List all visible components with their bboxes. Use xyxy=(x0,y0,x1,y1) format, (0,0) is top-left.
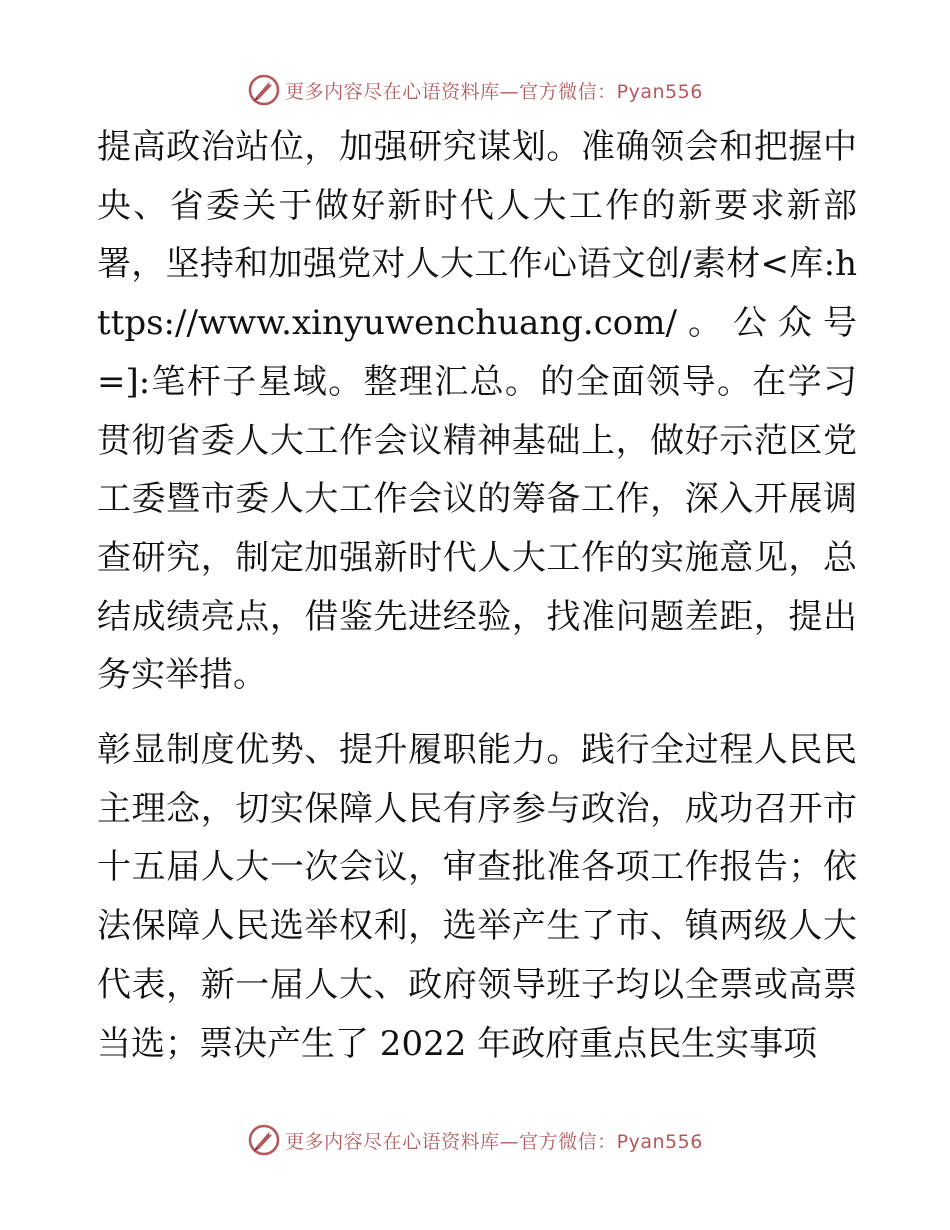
paragraph-1: 提高政治站位，加强研究谋划。准确领会和把握中央、省委关于做好新时代人大工作的新要求新部署，坚持和加强党对人大工作心语文创/素材<库:https://www.xinyuwenchuang.com/。公众号=]:笔杆子星域。整理汇总。的全面领导。在学习贯彻省委人大工作会议精神基础上，做好示范区党工委暨市委人大工作会议的筹备工作，深入开展调查研究，制定加强新时代人大工作的实施意见，总结成绩亮点，借鉴先进经验，找准问题差距，提出务实举措。 xyxy=(97,127,857,696)
pen-logo-icon xyxy=(247,73,281,107)
document-body xyxy=(97,118,857,1073)
pen-logo-icon xyxy=(247,1123,281,1157)
paragraph-2: 彰显制度优势、提升履职能力。践行全过程人民民主理念，切实保障人民有序参与政治，成功召开市十五届人大一次会议，审查批准各项工作报告；依法保障人民选举权利，选举产生了市、镇两级人大代表，新一届人大、政府领导班子均以全票或高票当选；票决产生了 2022 年政府重点民生实事项 xyxy=(97,730,857,1064)
header-watermark xyxy=(0,70,950,110)
footer-watermark-text: 更多内容尽在心语资料库—官方微信：Pyan556 xyxy=(285,1130,703,1153)
footer-watermark xyxy=(0,1120,950,1160)
header-watermark-text: 更多内容尽在心语资料库—官方微信：Pyan556 xyxy=(285,80,703,103)
